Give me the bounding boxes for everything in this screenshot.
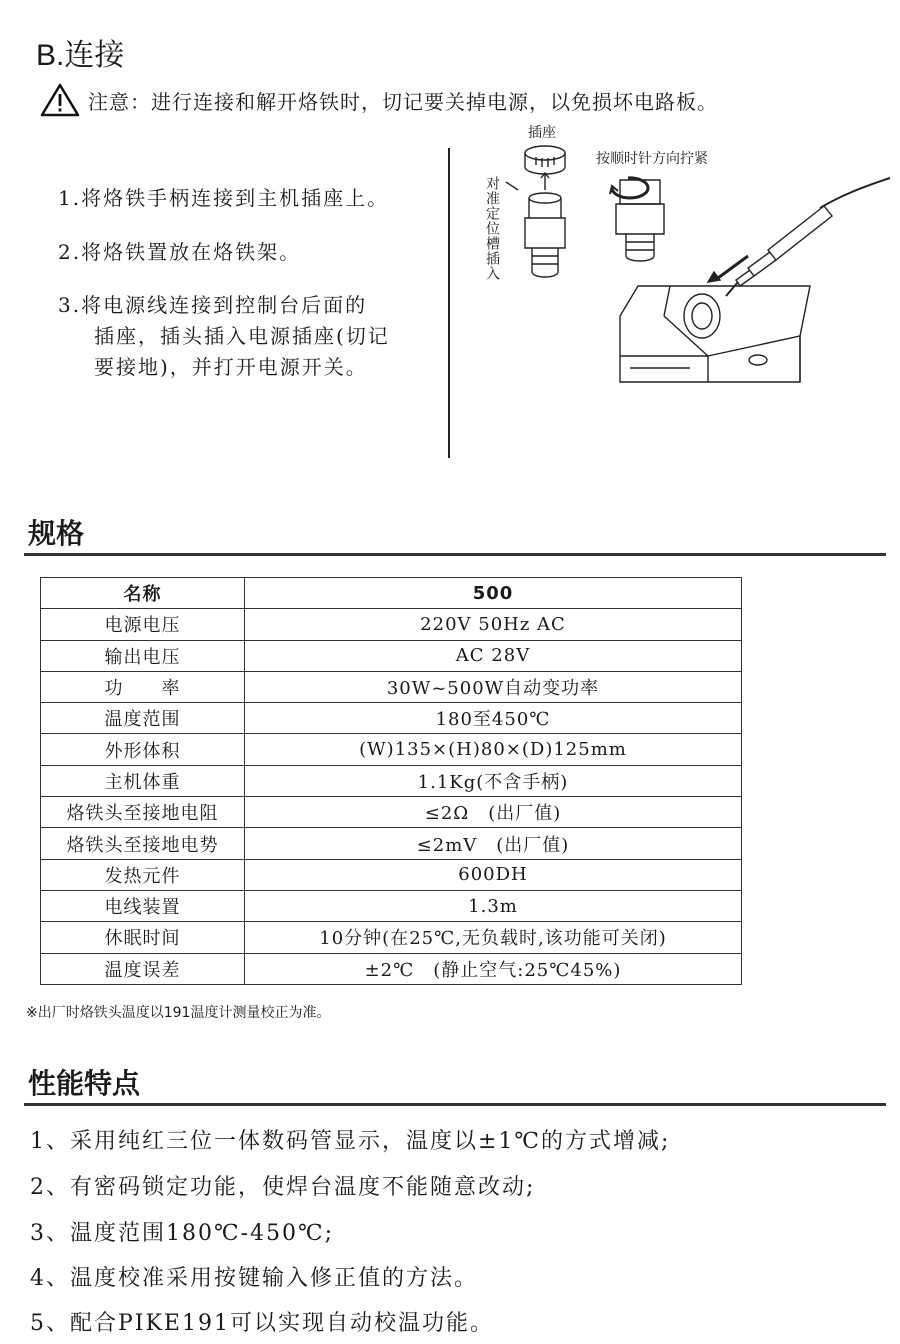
spec-value: ≤2mV (出厂值) <box>245 828 742 859</box>
step-line: 插座，插头插入电源插座(切记 <box>94 324 390 348</box>
spec-value: 180至450℃ <box>245 703 742 734</box>
spec-key: 发热元件 <box>41 859 245 890</box>
spec-key: 休眠时间 <box>41 922 245 953</box>
feature-item: 4、温度校准采用按键输入修正值的方法。 <box>30 1266 478 1291</box>
spec-value: ±2℃ (静止空气:25℃45%) <box>245 953 742 984</box>
connection-step: 2.将烙铁置放在烙铁架。 <box>58 240 302 264</box>
spec-value: AC 28V <box>245 640 742 671</box>
spec-value: 1.3m <box>245 890 742 921</box>
spec-key: 烙铁头至接地电势 <box>41 828 245 859</box>
spec-value: 10分钟(在25℃,无负载时,该功能可关闭) <box>245 922 742 953</box>
warning-row <box>40 82 718 118</box>
spec-key: 温度误差 <box>41 953 245 984</box>
section-rule <box>24 1103 886 1106</box>
table-row <box>41 609 742 640</box>
table-row <box>41 640 742 671</box>
spec-key: 温度范围 <box>41 703 245 734</box>
table-row <box>41 734 742 765</box>
socket-label: 插座 <box>528 125 556 141</box>
feature-item: 3、温度范围180℃-450℃; <box>30 1221 335 1246</box>
specs-title: 规格 <box>28 517 85 550</box>
header-name: 名称 <box>41 578 245 609</box>
table-header-row <box>41 578 742 609</box>
feature-item: 5、配合PIKE191可以实现自动校温功能。 <box>30 1311 494 1336</box>
features-title: 性能特点 <box>28 1067 141 1100</box>
spec-key: 外形体积 <box>41 734 245 765</box>
table-row <box>41 890 742 921</box>
soldering-station-drawing <box>470 120 900 430</box>
step-line: 3.将电源线连接到控制台后面的 <box>58 293 368 317</box>
specs-table <box>40 577 742 985</box>
table-row <box>41 859 742 890</box>
feature-item: 1、采用纯红三位一体数码管显示，温度以±1℃的方式增减; <box>30 1129 671 1154</box>
spec-key: 主机体重 <box>41 765 245 796</box>
table-row <box>41 765 742 796</box>
spec-value: ≤2Ω (出厂值) <box>245 797 742 828</box>
spec-key: 烙铁头至接地电阻 <box>41 797 245 828</box>
spec-key: 输出电压 <box>41 640 245 671</box>
table-row <box>41 671 742 702</box>
step-line: 要接地)，并打开电源开关。 <box>94 355 368 379</box>
table-row <box>41 922 742 953</box>
spec-value: (W)135×(H)80×(D)125mm <box>245 734 742 765</box>
twist-label: 按顺时针方向拧紧 <box>596 151 708 167</box>
spec-value: 600DH <box>245 859 742 890</box>
table-row <box>41 953 742 984</box>
warning-icon <box>40 83 80 117</box>
spec-key: 电线装置 <box>41 890 245 921</box>
connection-step: 1.将烙铁手柄连接到主机插座上。 <box>58 186 390 210</box>
spec-key: 功 率 <box>41 671 245 702</box>
spec-key: 电源电压 <box>41 609 245 640</box>
align-label: 对准定位槽插入 <box>484 176 500 281</box>
spec-value: 1.1Kg(不含手柄) <box>245 765 742 796</box>
table-row <box>41 828 742 859</box>
section-rule <box>24 553 886 556</box>
connection-illustration <box>470 120 900 430</box>
spec-value: 220V 50Hz AC <box>245 609 742 640</box>
feature-item: 2、有密码锁定功能，使焊台温度不能随意改动; <box>30 1175 536 1200</box>
section-title: B.连接 <box>36 39 125 72</box>
spec-value: 30W~500W自动变功率 <box>245 671 742 702</box>
connection-step <box>58 290 453 383</box>
warning-text: 注意：进行连接和解开烙铁时，切记要关掉电源，以免损坏电路板。 <box>88 89 718 114</box>
header-value: 500 <box>245 578 742 609</box>
divider <box>448 148 450 458</box>
table-row <box>41 703 742 734</box>
table-row <box>41 797 742 828</box>
specs-note: ※出厂时烙铁头温度以191温度计测量校正为准。 <box>26 1005 331 1021</box>
